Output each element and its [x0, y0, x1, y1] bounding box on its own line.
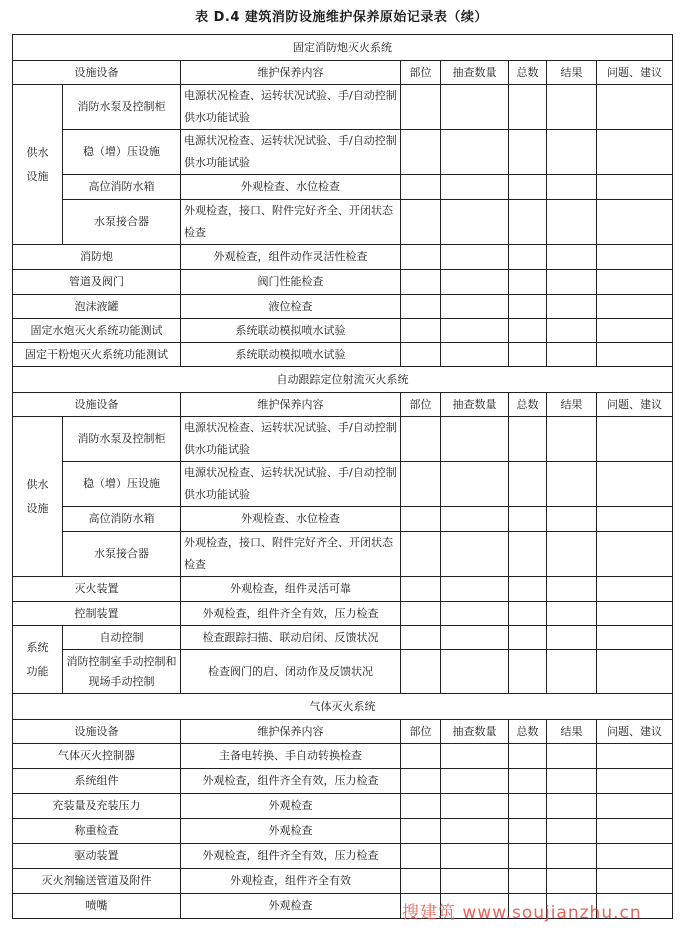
table-row — [13, 869, 673, 894]
blank-cell[interactable] — [441, 200, 509, 245]
blank-cell[interactable] — [401, 602, 441, 626]
blank-cell[interactable] — [547, 245, 597, 270]
blank-cell[interactable] — [547, 343, 597, 367]
blank-cell[interactable] — [597, 577, 673, 602]
header-cell: 总数 — [509, 61, 547, 85]
table-row — [13, 532, 673, 577]
item-content: 液位检查 — [181, 295, 401, 319]
header-cell: 设施设备 — [13, 720, 181, 744]
blank-cell[interactable] — [401, 869, 441, 894]
header-cell: 问题、建议 — [597, 720, 673, 744]
blank-cell[interactable] — [401, 626, 441, 650]
blank-cell[interactable] — [547, 200, 597, 245]
blank-cell[interactable] — [441, 130, 509, 175]
item-name: 气体灭火控制器 — [13, 744, 181, 769]
blank-cell[interactable] — [509, 200, 547, 245]
item-name: 消防炮 — [13, 245, 181, 270]
table-row — [13, 650, 673, 694]
table-row — [13, 507, 673, 532]
blank-cell[interactable] — [441, 462, 509, 507]
blank-cell[interactable] — [441, 175, 509, 200]
blank-cell[interactable] — [597, 532, 673, 577]
blank-cell[interactable] — [547, 270, 597, 295]
header-cell: 结果 — [547, 393, 597, 417]
item-name: 消防水泵及控制柜 — [63, 417, 181, 462]
blank-cell[interactable] — [547, 507, 597, 532]
item-name: 固定水炮灭火系统功能测试 — [13, 319, 181, 343]
blank-cell[interactable] — [401, 343, 441, 367]
blank-cell[interactable] — [597, 130, 673, 175]
blank-cell[interactable] — [401, 295, 441, 319]
item-name: 喷嘴 — [13, 894, 181, 919]
blank-cell[interactable] — [547, 85, 597, 130]
blank-cell[interactable] — [597, 507, 673, 532]
item-name: 消防控制室手动控制和现场手动控制 — [63, 650, 181, 694]
item-content: 外观检查，组件动作灵活性检查 — [181, 245, 401, 270]
header-cell: 部位 — [401, 720, 441, 744]
blank-cell[interactable] — [441, 343, 509, 367]
item-name: 灭火装置 — [13, 577, 181, 602]
blank-cell[interactable] — [509, 130, 547, 175]
blank-cell[interactable] — [401, 769, 441, 794]
blank-cell[interactable] — [509, 270, 547, 295]
item-content: 电源状况检查、运转状况试验、手/自动控制供水功能试验 — [181, 130, 401, 175]
item-name: 自动控制 — [63, 626, 181, 650]
blank-cell[interactable] — [401, 85, 441, 130]
item-content: 系统联动模拟喷水试验 — [181, 319, 401, 343]
item-content: 外观检查，组件灵活可靠 — [181, 577, 401, 602]
item-name: 系统组件 — [13, 769, 181, 794]
item-name: 稳（增）压设施 — [63, 130, 181, 175]
blank-cell[interactable] — [597, 794, 673, 819]
blank-cell[interactable] — [509, 602, 547, 626]
header-cell: 维护保养内容 — [181, 61, 401, 85]
blank-cell[interactable] — [509, 462, 547, 507]
item-content: 外观检查，组件齐全有效，压力检查 — [181, 602, 401, 626]
blank-cell[interactable] — [509, 343, 547, 367]
item-content: 主备电转换、手自动转换检查 — [181, 744, 401, 769]
blank-cell[interactable] — [401, 532, 441, 577]
item-content: 外观检查，接口、附件完好齐全、开闭状态检查 — [181, 200, 401, 245]
blank-cell[interactable] — [597, 769, 673, 794]
table-row — [13, 626, 673, 650]
blank-cell[interactable] — [509, 769, 547, 794]
section-title: 气体灭火系统 — [13, 694, 673, 720]
header-cell: 问题、建议 — [597, 61, 673, 85]
header-cell: 部位 — [401, 61, 441, 85]
blank-cell[interactable] — [441, 417, 509, 462]
blank-cell[interactable] — [509, 295, 547, 319]
item-name: 高位消防水箱 — [63, 507, 181, 532]
blank-cell[interactable] — [441, 577, 509, 602]
page-title: 表 D.4 建筑消防设施维护保养原始记录表（续） — [195, 10, 488, 25]
table-row — [13, 200, 673, 245]
table-row — [13, 175, 673, 200]
blank-cell[interactable] — [597, 602, 673, 626]
group-label: 供水设施 — [13, 417, 63, 577]
header-cell: 部位 — [401, 393, 441, 417]
blank-cell[interactable] — [441, 744, 509, 769]
table-row — [13, 819, 673, 844]
blank-cell[interactable] — [547, 869, 597, 894]
blank-cell[interactable] — [441, 769, 509, 794]
header-cell: 总数 — [509, 720, 547, 744]
section-title: 自动跟踪定位射流灭火系统 — [13, 367, 673, 393]
blank-cell[interactable] — [401, 130, 441, 175]
item-content: 检查跟踪扫描、联动启闭、反馈状况 — [181, 626, 401, 650]
blank-cell[interactable] — [597, 819, 673, 844]
blank-cell[interactable] — [441, 844, 509, 869]
blank-cell[interactable] — [509, 744, 547, 769]
item-content: 阀门性能检查 — [181, 270, 401, 295]
blank-cell[interactable] — [509, 626, 547, 650]
header-cell: 抽查数量 — [441, 393, 509, 417]
blank-cell[interactable] — [597, 85, 673, 130]
item-name: 泡沫液罐 — [13, 295, 181, 319]
group-label: 供水设施 — [13, 85, 63, 245]
blank-cell[interactable] — [547, 744, 597, 769]
item-content: 外观检查，接口、附件完好齐全、开闭状态检查 — [181, 532, 401, 577]
table-row — [13, 343, 673, 367]
blank-cell[interactable] — [401, 577, 441, 602]
blank-cell[interactable] — [509, 819, 547, 844]
table-row — [13, 417, 673, 462]
blank-cell[interactable] — [401, 507, 441, 532]
blank-cell[interactable] — [401, 270, 441, 295]
table-row — [13, 844, 673, 869]
header-cell: 问题、建议 — [597, 393, 673, 417]
blank-cell[interactable] — [441, 819, 509, 844]
item-content: 外观检查 — [181, 819, 401, 844]
blank-cell[interactable] — [509, 532, 547, 577]
blank-cell[interactable] — [597, 200, 673, 245]
blank-cell[interactable] — [509, 844, 547, 869]
blank-cell[interactable] — [509, 417, 547, 462]
table-row — [13, 794, 673, 819]
blank-cell[interactable] — [441, 626, 509, 650]
blank-cell[interactable] — [401, 319, 441, 343]
blank-cell[interactable] — [597, 175, 673, 200]
item-name: 水泵接合器 — [63, 532, 181, 577]
blank-cell[interactable] — [401, 417, 441, 462]
table-row — [13, 744, 673, 769]
item-name: 称重检查 — [13, 819, 181, 844]
blank-cell[interactable] — [509, 175, 547, 200]
table-row — [13, 295, 673, 319]
section-title: 固定消防炮灭火系统 — [13, 35, 673, 61]
table-row — [13, 319, 673, 343]
item-content: 外观检查 — [181, 894, 401, 919]
blank-cell[interactable] — [441, 532, 509, 577]
item-name: 灭火剂输送管道及附件 — [13, 869, 181, 894]
table-row — [13, 130, 673, 175]
item-name: 管道及阀门 — [13, 270, 181, 295]
blank-cell[interactable] — [441, 295, 509, 319]
blank-cell[interactable] — [401, 744, 441, 769]
item-content: 检查阀门的启、闭动作及反馈状况 — [181, 650, 401, 694]
blank-cell[interactable] — [401, 819, 441, 844]
blank-cell[interactable] — [597, 270, 673, 295]
blank-cell[interactable] — [441, 245, 509, 270]
item-content: 电源状况检查、运转状况试验、手/自动控制供水功能试验 — [181, 462, 401, 507]
item-content: 电源状况检查、运转状况试验、手/自动控制供水功能试验 — [181, 417, 401, 462]
header-cell: 结果 — [547, 61, 597, 85]
blank-cell[interactable] — [547, 602, 597, 626]
table-row — [13, 577, 673, 602]
blank-cell[interactable] — [547, 130, 597, 175]
item-content: 外观检查、水位检查 — [181, 175, 401, 200]
blank-cell[interactable] — [597, 844, 673, 869]
header-cell: 抽查数量 — [441, 720, 509, 744]
blank-cell[interactable] — [441, 85, 509, 130]
blank-cell[interactable] — [547, 295, 597, 319]
blank-cell[interactable] — [509, 869, 547, 894]
blank-cell[interactable] — [547, 417, 597, 462]
item-name: 稳（增）压设施 — [63, 462, 181, 507]
item-name: 固定干粉炮灭火系统功能测试 — [13, 343, 181, 367]
section-title-row — [13, 694, 673, 720]
header-cell: 维护保养内容 — [181, 393, 401, 417]
item-name: 水泵接合器 — [63, 200, 181, 245]
header-cell: 总数 — [509, 393, 547, 417]
blank-cell[interactable] — [441, 270, 509, 295]
blank-cell[interactable] — [401, 175, 441, 200]
blank-cell[interactable] — [547, 844, 597, 869]
table-row — [13, 245, 673, 270]
blank-cell[interactable] — [597, 295, 673, 319]
blank-cell[interactable] — [509, 507, 547, 532]
blank-cell[interactable] — [597, 744, 673, 769]
blank-cell[interactable] — [401, 245, 441, 270]
blank-cell[interactable] — [547, 532, 597, 577]
blank-cell[interactable] — [509, 650, 547, 694]
table-row — [13, 602, 673, 626]
item-content: 外观检查 — [181, 794, 401, 819]
item-name: 消防水泵及控制柜 — [63, 85, 181, 130]
item-content: 外观检查，组件齐全有效 — [181, 869, 401, 894]
header-cell: 结果 — [547, 720, 597, 744]
blank-cell[interactable] — [547, 650, 597, 694]
item-name: 高位消防水箱 — [63, 175, 181, 200]
blank-cell[interactable] — [597, 626, 673, 650]
blank-cell[interactable] — [597, 650, 673, 694]
header-cell: 设施设备 — [13, 61, 181, 85]
blank-cell[interactable] — [401, 462, 441, 507]
blank-cell[interactable] — [509, 245, 547, 270]
item-name: 控制装置 — [13, 602, 181, 626]
item-content: 外观检查，组件齐全有效，压力检查 — [181, 844, 401, 869]
blank-cell[interactable] — [597, 869, 673, 894]
blank-cell[interactable] — [509, 794, 547, 819]
header-row — [13, 720, 673, 744]
blank-cell[interactable] — [597, 343, 673, 367]
table-row — [13, 462, 673, 507]
blank-cell[interactable] — [441, 507, 509, 532]
blank-cell[interactable] — [441, 602, 509, 626]
blank-cell[interactable] — [401, 844, 441, 869]
blank-cell[interactable] — [547, 769, 597, 794]
blank-cell[interactable] — [509, 85, 547, 130]
blank-cell[interactable] — [441, 650, 509, 694]
blank-cell[interactable] — [597, 462, 673, 507]
table-row — [13, 270, 673, 295]
section-title-row — [13, 35, 673, 61]
blank-cell[interactable] — [597, 245, 673, 270]
blank-cell[interactable] — [441, 869, 509, 894]
blank-cell[interactable] — [547, 319, 597, 343]
table-row — [13, 85, 673, 130]
table-row — [13, 769, 673, 794]
blank-cell[interactable] — [547, 626, 597, 650]
blank-cell[interactable] — [509, 319, 547, 343]
blank-cell[interactable] — [509, 577, 547, 602]
header-row — [13, 393, 673, 417]
blank-cell[interactable] — [547, 794, 597, 819]
maintenance-record-table — [12, 34, 673, 919]
item-content: 外观检查、水位检查 — [181, 507, 401, 532]
header-cell: 设施设备 — [13, 393, 181, 417]
header-cell: 维护保养内容 — [181, 720, 401, 744]
blank-cell[interactable] — [547, 819, 597, 844]
header-row — [13, 61, 673, 85]
item-name: 充装量及充装压力 — [13, 794, 181, 819]
blank-cell[interactable] — [597, 319, 673, 343]
item-content: 系统联动模拟喷水试验 — [181, 343, 401, 367]
header-cell: 抽查数量 — [441, 61, 509, 85]
blank-cell[interactable] — [547, 577, 597, 602]
watermark: 搜建筑 www.soujianzhu.cn — [402, 903, 642, 923]
blank-cell[interactable] — [547, 175, 597, 200]
blank-cell[interactable] — [401, 794, 441, 819]
blank-cell[interactable] — [401, 650, 441, 694]
blank-cell[interactable] — [441, 794, 509, 819]
section-title-row — [13, 367, 673, 393]
blank-cell[interactable] — [401, 200, 441, 245]
item-content: 电源状况检查、运转状况试验、手/自动控制供水功能试验 — [181, 85, 401, 130]
blank-cell[interactable] — [547, 462, 597, 507]
group-label: 系统功能 — [13, 626, 63, 694]
blank-cell[interactable] — [441, 319, 509, 343]
item-name: 驱动装置 — [13, 844, 181, 869]
item-content: 外观检查，组件齐全有效，压力检查 — [181, 769, 401, 794]
blank-cell[interactable] — [597, 417, 673, 462]
